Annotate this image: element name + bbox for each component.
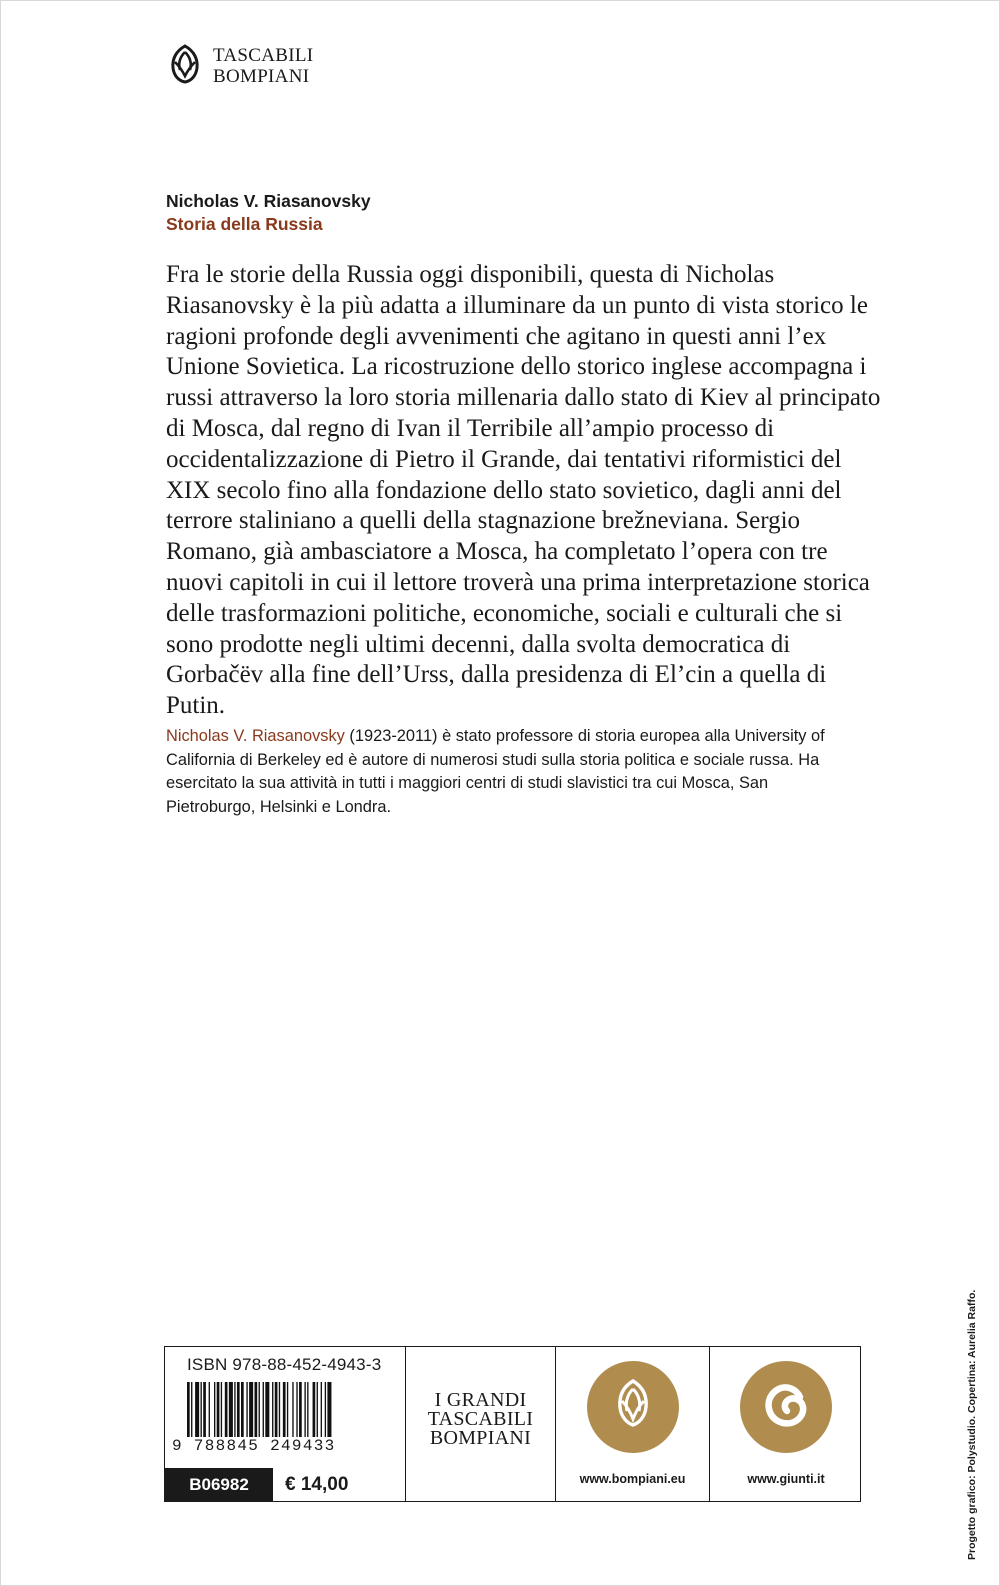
isbn-digits: 9 788845 249433: [172, 1437, 336, 1455]
bompiani-logo: [587, 1361, 679, 1453]
design-credits: Progetto grafico: Polystudio. Copertina: Aurelia Raffo.: [966, 1289, 978, 1560]
bio-text: (1923-2011) è stato professore di storia europea alla University of California di Berkeley ed è autore di numerosi studi sulla storia politica e sociale russa. Ha esercitato la sua attività in tutti i maggiori centri di studi slavistici tra cui Mosca, San Pietroburgo, Helsinki e Londra.: [166, 727, 825, 816]
series-logo: [406, 1391, 555, 1448]
book-title: Storia della Russia: [166, 214, 323, 234]
publisher-name: [213, 45, 333, 87]
isbn-cell: [165, 1347, 405, 1501]
series-cell: [405, 1347, 555, 1501]
giunti-cell: [709, 1347, 862, 1501]
author-bio: [166, 725, 826, 819]
spiral-g-icon: [740, 1361, 832, 1453]
series-line-3: BOMPIANI: [429, 1427, 532, 1449]
series-line-2: TASCABILI: [427, 1408, 534, 1430]
barcode-strip: [164, 1346, 861, 1502]
book-author: Nicholas V. Riasanovsky: [166, 191, 371, 211]
bompiani-cell: [555, 1347, 709, 1501]
book-blurb: Fra le storie della Russia oggi disponibili, questa di Nicholas Riasanovsky è la più adatta a illuminare da un punto di vista storico le ragioni profonde degli avvenimenti che agitano in questi anni l’ex Unione Sovietica. La ricostruzione dello storico inglese accompagna i russi attraverso la loro storia millenaria dallo stato di Kiev al principato di Mosca, dal regno di Ivan il Terribile all’ampio processo di occidentalizzazione di Pietro il Grande, dai tentativi riformistici del XIX secolo fino alla fondazione dello stato sovietico, dagli anni del terrore staliniano a quelli della stagnazione brežneviana. Sergio Romano, già ambasciatore a Mosca, ha completato l’opera con tre nuovi capitoli in cui il lettore troverà una prima interpretazione storica delle trasformazioni politiche, economiche, sociali e culturali che si sono prodotte negli ultimi decenni, dalla svolta democratica di Gorbačëv alla fine dell’Urss, dalla presidenza di El’cin a quella di Putin.: [166, 261, 881, 720]
tulip-emblem-icon: [163, 42, 207, 86]
bio-author-name: Nicholas V. Riasanovsky: [166, 727, 345, 745]
giunti-logo: [740, 1361, 832, 1453]
giunti-url[interactable]: www.giunti.it: [747, 1472, 825, 1486]
series-line-1: I GRANDI: [434, 1389, 527, 1411]
bompiani-url[interactable]: www.bompiani.eu: [579, 1472, 686, 1486]
publisher-line-2: BOMPIANI: [213, 66, 310, 87]
isbn-label: ISBN 978-88-452-4943-3: [187, 1355, 382, 1374]
publisher-logo: [163, 42, 333, 90]
price: € 14,00: [285, 1474, 349, 1495]
publisher-line-1: TASCABILI: [213, 45, 314, 66]
tulip-emblem-icon: [587, 1361, 679, 1453]
product-code: B06982: [165, 1468, 273, 1501]
